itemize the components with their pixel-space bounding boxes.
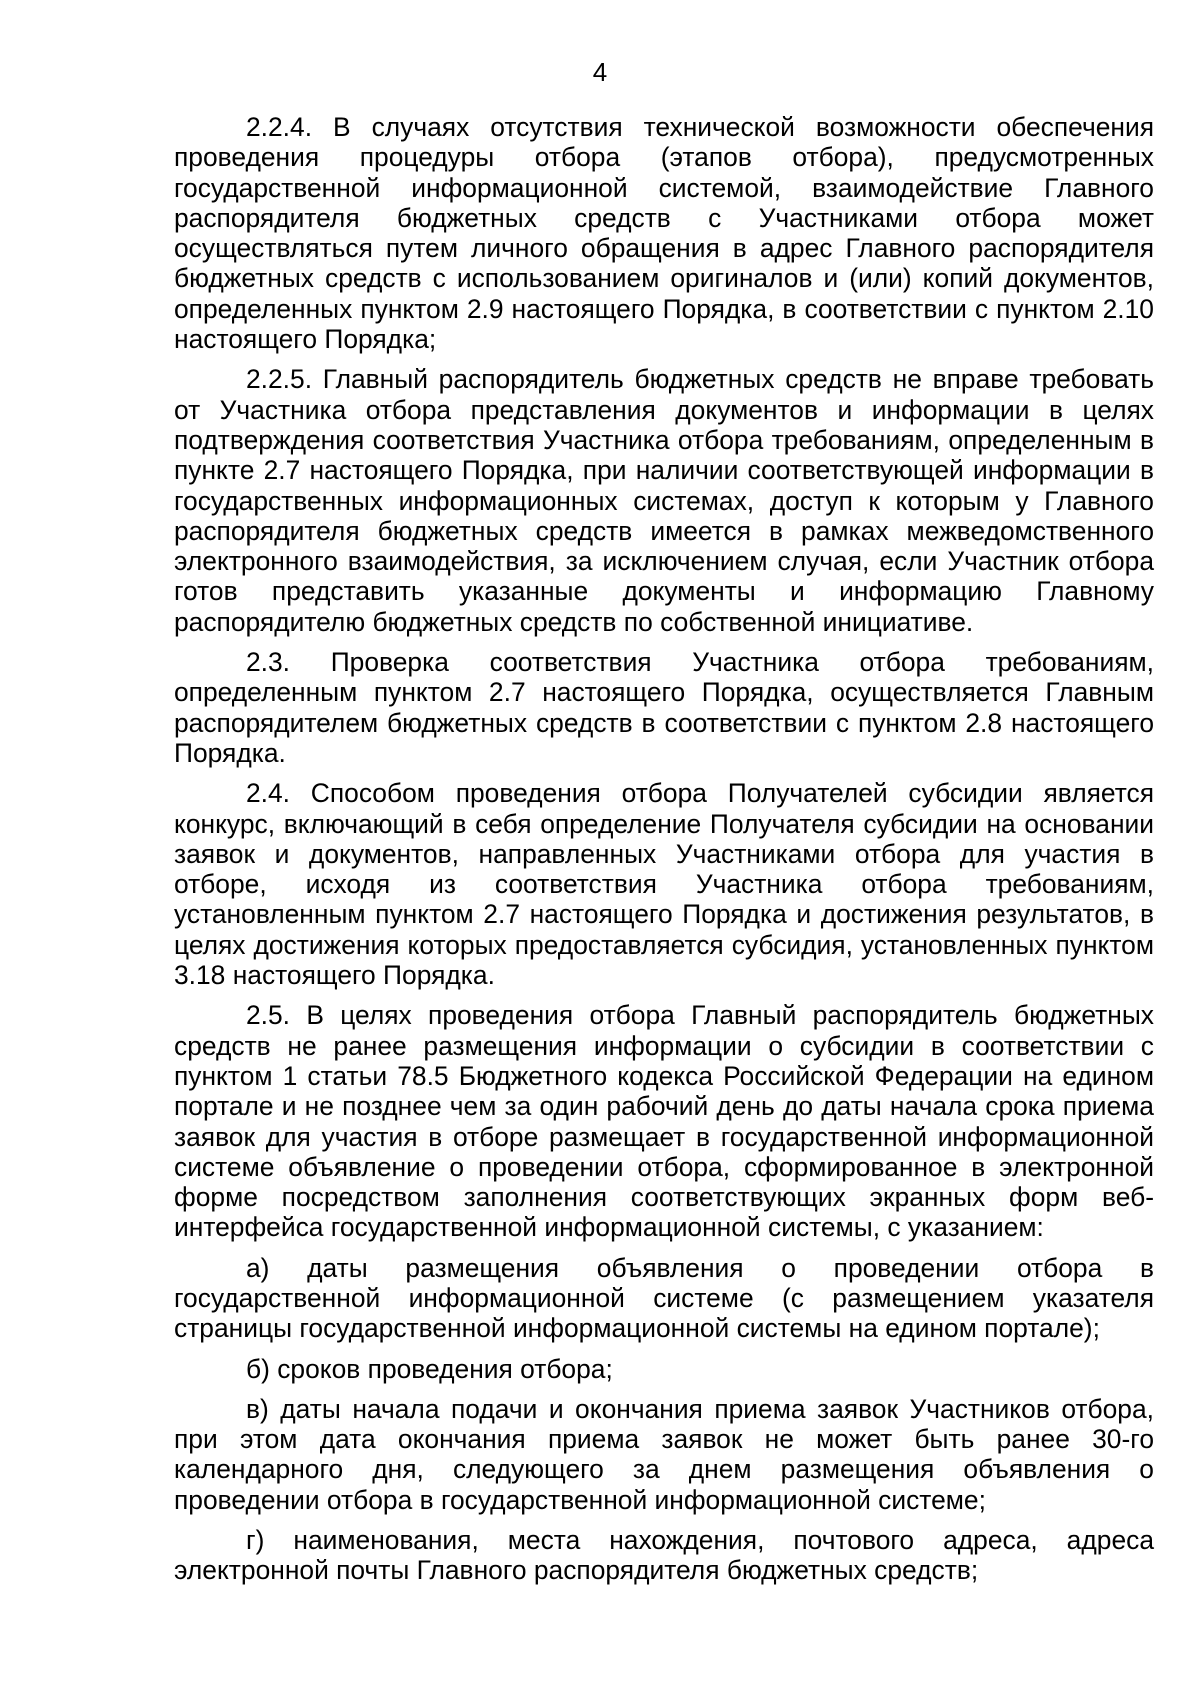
paragraph-2-5: 2.5. В целях проведения отбора Главный распорядитель бюджетных средств не ранее размещения информации о субсидии в соответствии с пунктом 1 статьи 78.5 Бюджетного кодекса Российской Федерации на едином портале и не позднее чем за один рабочий день до даты начала срока приема заявок для участия в отборе размещает в государственной информационной системе объявление о проведении отбора, сформированное в электронной форме посредством заполнения соответствующих экранных форм веб-интерфейса государственной информационной системы, с указанием: [174,1000,1154,1243]
list-item-a: а) даты размещения объявления о проведении отбора в государственной информационной системе (с размещением указателя страницы государственной информационной системы на едином портале); [174,1252,1154,1344]
list-item-g: г) наименования, места нахождения, почтового адреса, адреса электронной почты Главного распорядителя бюджетных средств; [174,1525,1154,1586]
paragraph-2-4: 2.4. Способом проведения отбора Получателей субсидии является конкурс, включающий в себя определение Получателя субсидии на основании заявок и документов, направленных Участниками отбора для участия в отборе, исходя из соответствия Участника отбора требованиям, установленным пунктом 2.7 настоящего Порядка и достижения результатов, в целях достижения которых предоставляется субсидия, установленных пунктом 3.18 настоящего Порядка. [174,778,1154,991]
list-item-b: б) сроков проведения отбора; [246,1353,613,1384]
paragraph-2-3: 2.3. Проверка соответствия Участника отбора требованиям, определенным пунктом 2.7 настоящего Порядка, осуществляется Главным распорядителем бюджетных средств в соответствии с пунктом 2.8 настоящего Порядка. [174,647,1154,768]
page-number: 4 [592,57,608,87]
paragraph-2-2-4: 2.2.4. В случаях отсутствия технической возможности обеспечения проведения процедуры отбора (этапов отбора), предусмотренных государственной информационной системой, взаимодействие Главного распорядителя бюджетных средств с Участниками отбора может осуществляться путем личного обращения в адрес Главного распорядителя бюджетных средств с использованием оригиналов и (или) копий документов, определенных пунктом 2.9 настоящего Порядка, в соответствии с пунктом 2.10 настоящего Порядка; [174,112,1154,355]
paragraph-2-2-5: 2.2.5. Главный распорядитель бюджетных средств не вправе требовать от Участника отбора представления документов и информации в целях подтверждения соответствия Участника отбора требованиям, определенным в пункте 2.7 настоящего Порядка, при наличии соответствующей информации в государственных информационных системах, доступ к которым у Главного распорядителя бюджетных средств имеется в рамках межведомственного электронного взаимодействия, за исключением случая, если Участник отбора готов представить указанные документы и информацию Главному распорядителю бюджетных средств по собственной инициативе. [174,364,1154,637]
document-body [174,112,1154,1596]
list-item-v: в) даты начала подачи и окончания приема заявок Участников отбора, при этом дата окончания приема заявок не может быть ранее 30-го календарного дня, следующего за днем размещения объявления о проведении отбора в государственной информационной системе; [174,1393,1154,1515]
